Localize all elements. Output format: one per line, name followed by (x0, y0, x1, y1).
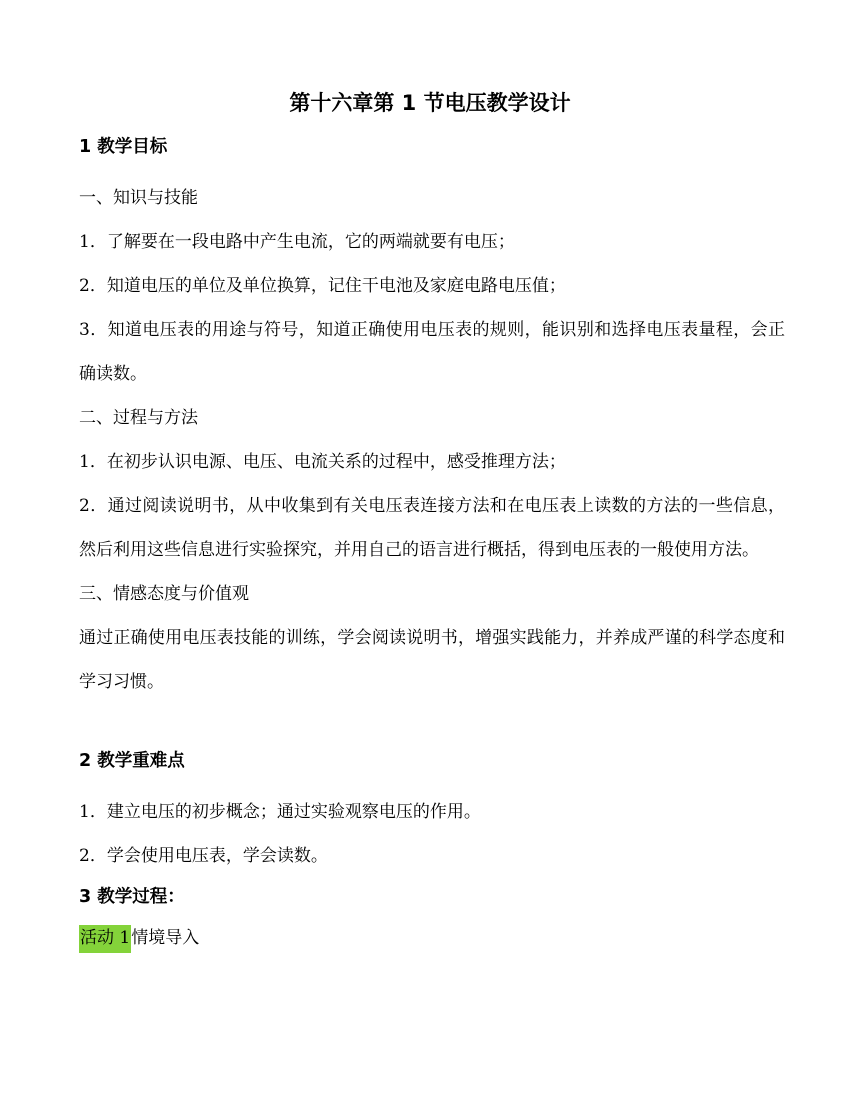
subsection-label-process: 二、过程与方法 (79, 408, 198, 428)
document-title: 第十六章第 1 节电压教学设计 (289, 91, 571, 115)
list-item: 1．了解要在一段电路中产生电流，它的两端就要有电压； (79, 232, 515, 252)
activity-word: 活动 (80, 928, 114, 948)
activity-number: 1 (114, 928, 131, 948)
subsection-label-attitude: 三、情感态度与价值观 (79, 584, 249, 604)
highlighted-activity-label (79, 925, 131, 953)
activity-title: 情境导入 (131, 928, 200, 948)
list-item: 2．通过阅读说明书，从中收集到有关电压表连接方法和在电压表上读数的方法的一些信息，然后利用这些信息进行实验探究，并用自己的语言进行概括，得到电压表的一般使用方法。 (79, 496, 785, 560)
list-item: 1．在初步认识电源、电压、电流关系的过程中，感受推理方法； (79, 452, 566, 472)
spacer (79, 704, 785, 746)
activity-line (79, 916, 785, 960)
section-heading-key-points: 2 教学重难点 (79, 751, 185, 771)
document-body (79, 132, 785, 960)
subsection-label-knowledge: 一、知识与技能 (79, 188, 198, 208)
list-item: 2．知道电压的单位及单位换算，记住干电池及家庭电路电压值； (79, 276, 566, 296)
section-heading-objectives: 1 教学目标 (79, 137, 168, 157)
list-item: 2．学会使用电压表，学会读数。 (79, 846, 328, 866)
list-item: 3．知道电压表的用途与符号，知道正确使用电压表的规则，能识别和选择电压表量程，会正确读数。 (79, 320, 785, 384)
section-heading-process: 3 教学过程： (79, 887, 185, 907)
list-item: 1．建立电压的初步概念；通过实验观察电压的作用。 (79, 802, 481, 822)
paragraph: 通过正确使用电压表技能的训练，学会阅读说明书，增强实践能力，并养成严谨的科学态度和学习习惯。 (79, 628, 785, 692)
